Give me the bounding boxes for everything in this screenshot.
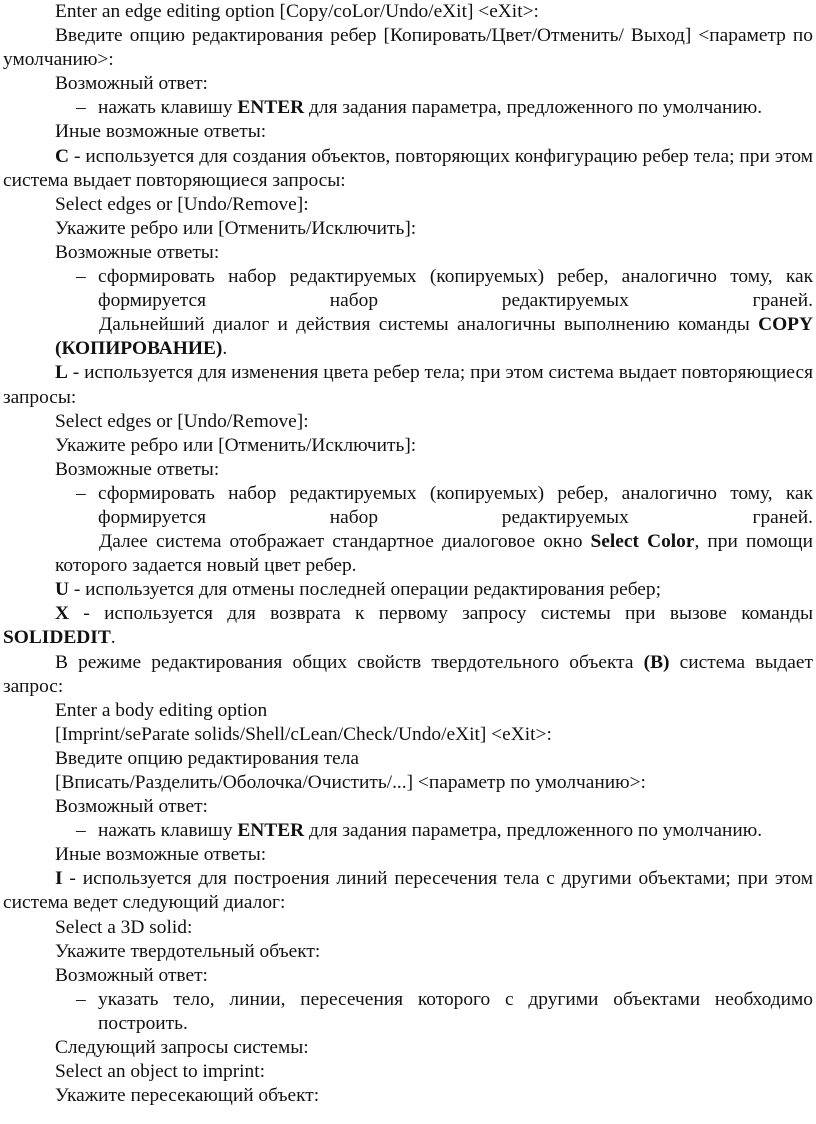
prompt-select-edges-ru: Укажите ребро или [Отменить/Исключить]: bbox=[55, 217, 417, 239]
prompt-select-edges-en: Select edges or [Undo/Remove]: bbox=[55, 410, 309, 432]
prompt-body-en-1: Enter a body editing option bbox=[55, 699, 268, 721]
option-l: L - используется для изменения цвета ребер тела; при этом система выдает повторяющиеся запросы: bbox=[3, 362, 813, 408]
prompt-body-en-2: [Imprint/seParate solids/Shell/cLean/Check/Undo/eXit] <eXit>: bbox=[55, 723, 552, 745]
note-select-color: Далее система отображает стандартное диалоговое окно Select Color, при помощи которого задается новый цвет ребер. bbox=[55, 531, 813, 577]
option-c: C - используется для создания объектов, повторяющих конфигурацию ребер тела; при этом система выдает повторяющиеся запросы: bbox=[3, 145, 813, 191]
prompt-select-edges-en: Select edges or [Undo/Remove]: bbox=[55, 193, 309, 215]
note-copy: Дальнейший диалог и действия системы аналогичны выполнению команды COPY (КОПИРОВАНИЕ). bbox=[55, 314, 813, 360]
prompt-imprint-ru: Укажите пересекающий объект: bbox=[55, 1085, 320, 1107]
answer-item: – сформировать набор редактируемых (копируемых) ребер, аналогично тому, как формируется набор редактируемых граней. bbox=[76, 266, 813, 312]
option-i: I - используется для построения линий пересечения тела с другими объектами; при этом система ведет следующий диалог: bbox=[3, 868, 813, 914]
other-answers-label: Иные возможные ответы: bbox=[55, 844, 267, 866]
answer-item: – нажать клавишу ENTER для задания параметра, предложенного по умолчанию. bbox=[98, 819, 813, 843]
possible-answer-label: Возможный ответ: bbox=[55, 73, 208, 95]
prompt-select-solid-en: Select a 3D solid: bbox=[55, 916, 193, 938]
possible-answer-label: Возможный ответ: bbox=[55, 964, 208, 986]
possible-answers-label: Возможные ответы: bbox=[55, 458, 220, 480]
prompt-edge-ru: Введите опцию редактирования ребер [Копировать/Цвет/Отменить/ Выход] <параметр по умолчанию>: bbox=[3, 25, 813, 71]
dash-marker: – bbox=[76, 97, 86, 119]
answer-item: – сформировать набор редактируемых (копируемых) ребер, аналогично тому, как формируется набор редактируемых граней. bbox=[76, 482, 813, 528]
other-answers-label: Иные возможные ответы: bbox=[55, 121, 267, 143]
option-x: X - используется для возврата к первому запросу системы при вызове команды SOLIDEDIT. bbox=[3, 603, 813, 649]
prompt-select-solid-ru: Укажите твердотельный объект: bbox=[55, 940, 321, 962]
dash-marker: – bbox=[76, 266, 86, 288]
prompt-edge-en: Enter an edge editing option [Copy/coLor/Undo/eXit] <eXit>: bbox=[55, 1, 539, 22]
dash-marker: – bbox=[76, 482, 86, 504]
option-u: U - используется для отмены последней операции редактирования ребер; bbox=[55, 579, 661, 601]
prompt-select-edges-ru: Укажите ребро или [Отменить/Исключить]: bbox=[55, 434, 417, 456]
dash-marker: – bbox=[76, 988, 86, 1010]
prompt-imprint-en: Select an object to imprint: bbox=[55, 1061, 266, 1083]
next-prompts-label: Следующий запросы системы: bbox=[55, 1037, 309, 1059]
body-mode-intro: В режиме редактирования общих свойств твердотельного объекта (B) система выдает запрос: bbox=[3, 651, 813, 697]
possible-answer-label: Возможный ответ: bbox=[55, 796, 208, 818]
answer-item: – указать тело, линии, пересечения которого с другими объектами необходимо построить. bbox=[76, 988, 813, 1034]
possible-answers-label: Возможные ответы: bbox=[55, 241, 220, 263]
prompt-body-ru-1: Введите опцию редактирования тела bbox=[55, 747, 359, 769]
prompt-body-ru-2: [Вписать/Разделить/Оболочка/Очистить/...] <параметр по умолчанию>: bbox=[55, 772, 646, 793]
answer-item: – нажать клавишу ENTER для задания параметра, предложенного по умолчанию. bbox=[98, 96, 813, 120]
dash-marker: – bbox=[76, 820, 86, 842]
